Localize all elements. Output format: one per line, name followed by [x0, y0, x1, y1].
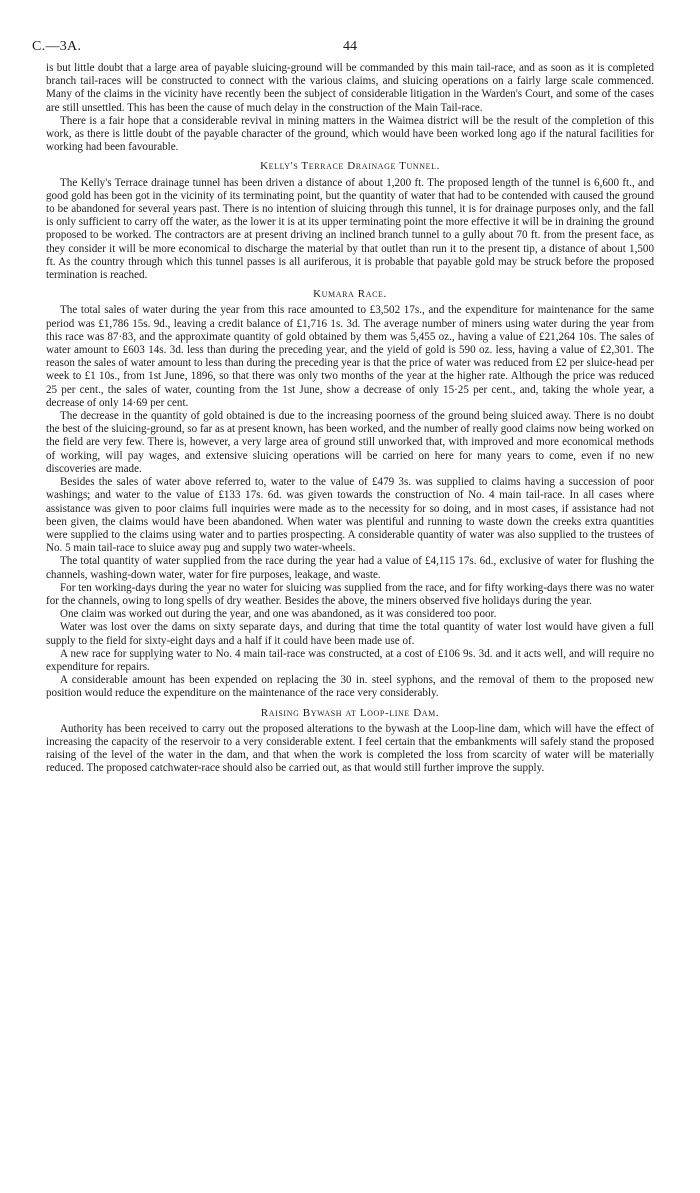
paragraph: Authority has been received to carry out the proposed alterations to the bywash at the Loop-line dam, which will have the effect of increasing the capacity of the reservoir to a very considerable extent. I feel certain that the embankments will safely stand the proposed raising of the level of the water in the dam, and that when the work is completed the loss from scarcity of water will be materially reduced. The proposed catchwater-race should also be carried out, as that would still further improve the supply.: [46, 722, 654, 775]
document-reference: C.—3A.: [32, 39, 82, 54]
section-heading: Kelly's Terrace Drainage Tunnel.: [260, 160, 440, 173]
paragraph: One claim was worked out during the year, and one was abandoned, as it was considered too poor.: [60, 608, 497, 621]
paragraph: A considerable amount has been expended on replacing the 30 in. steel syphons, and the removal of them to the proposed new position would reduce the expenditure on the maintenance of the race very considerably.: [46, 674, 654, 700]
section-heading: Raising Bywash at Loop-line Dam.: [260, 706, 440, 719]
paragraph: The Kelly's Terrace drainage tunnel has been driven a distance of about 1,200 ft. The proposed length of the tunnel is 6,600 ft., and good gold has been got in the vicinity of its terminating point, but the quantity of water that had to be contended with caused the ground to be abandoned for several years past. There is no intention of sluicing through this tunnel, it is for drainage purposes only, and the fall is only sufficient to carry off the water, as the lower it is at its upper terminating point the more effective it will be in draining the ground proposed to be worked. The contractors are at present driving an inclined branch tunnel to a gully about 70 ft. from the present face, as they consider it will be more economical to discharge the material by that outlet than run it to the present tip, a distance of about 1,500 ft. As the country through which this tunnel passes is all auriferous, it is probable that payable gold may be struck before the proposed termination is reached.: [46, 176, 654, 282]
section-raising-bywash: [46, 707, 654, 776]
paragraph: Water was lost over the dams on sixty separate days, and during that time the total quantity of water lost would have given a full supply to the field for sixty-eight days and a half if it could have been made use of.: [46, 621, 654, 647]
section-heading: Kumara Race.: [313, 288, 387, 301]
page-header: [32, 39, 654, 62]
paragraph: The total quantity of water supplied from the race during the year had a value of £4,115 17s. 6d., exclusive of water for flushing the channels, washing-down water, water for fire purposes, leakage, and waste.: [46, 555, 654, 581]
section-continuation: [46, 62, 654, 154]
paragraph: is but little doubt that a large area of payable sluicing-ground will be commanded by this main tail-race, and as soon as it is completed branch tail-races will be constructed to connect with the various claims, and sluicing operations on a fairly large scale commenced. Many of the claims in the vicinity have recently been the subject of considerable litigation in the Warden's Court, and some of the cases are still unsettled. This has been the cause of much delay in the construction of the Main Tail-race.: [46, 62, 654, 114]
paragraph: A new race for supplying water to No. 4 main tail-race was constructed, at a cost of £106 9s. 3d. and it acts well, and will require no expenditure for repairs.: [46, 647, 654, 673]
section-kumara-race: [46, 288, 654, 700]
paragraph: There is a fair hope that a considerable revival in mining matters in the Waimea district will be the result of the completion of this work, as there is little doubt of the payable character of the ground, which would have been worked long ago if the natural facilities for working had been favourable.: [46, 114, 654, 154]
page-number: 44: [343, 39, 357, 54]
paragraph: The total sales of water during the year from this race amounted to £3,502 17s., and the expenditure for maintenance for the same period was £1,786 15s. 9d., leaving a credit balance of £1,716 1s. 3d. The average number of miners using water during the year from this race was 87·83, and the approximate quantity of gold obtained by them was 5,455 oz., having a value of £21,264 10s. The sales of water amount to £603 14s. 3d. less than during the preceding year, and the yield of gold is 590 oz. less, having a value of £2,301. The reason the sales of water amount to less than during the preceding year is that the price of water was reduced from £2 per sluice-head per week to £1 10s., from 1st June, 1896, so that there was only two months of the year at the higher rate. Although the price was reduced 25 per cent., the sales of water, counting from the 1st June, show a decrease of only 15·25 per cent., and, taking the whole year, a decrease of only 14·69 per cent.: [46, 304, 654, 409]
paragraph: The decrease in the quantity of gold obtained is due to the increasing poorness of the ground being sluiced away. There is no doubt the best of the sluicing-ground, so far as at present known, has been worked, and the number of really good claims now being worked on the field are very few. There is, however, a very large area of ground still unworked that, with improved and more economical methods of working, will pay wages, and extensive sluicing operations will be carried on here for many years to come, even if no new discoveries are made.: [46, 410, 654, 475]
paragraph: For ten working-days during the year no water for sluicing was supplied from the race, and for fifty working-days there was no water for the channels, owing to long spells of dry weather. Besides the above, the miners observed five holidays during the year.: [46, 581, 654, 607]
paragraph: Besides the sales of water above referred to, water to the value of £479 3s. was supplied to claims having a succession of poor washings; and water to the value of £133 17s. 6d. was given towards the construction of No. 4 main tail-race. In all cases where assistance was given to poor claims full inquiries were made as to the necessity for so doing, and in most cases, if assistance had not been given, the claims would have been abandoned. When water was plentiful and running to waste down the creeks extra quantities were supplied to the claims using water and to parties prospecting. A considerable quantity of water was also supplied to the trustees of No. 5 main tail-race to sluice away pug and supply two water-wheels.: [46, 476, 654, 555]
section-kellys-terrace: [46, 160, 654, 282]
